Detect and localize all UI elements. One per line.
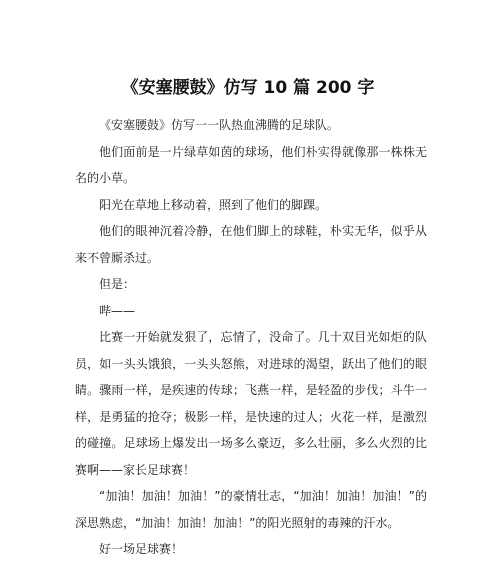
paragraph: “加油！加油！加油！”的豪情壮志，“加油！加油！加油！”的深思熟虑，“加油！加油！加油！”的阳光照射的毒辣的汗水。 <box>75 489 427 530</box>
paragraph: 阳光在草地上移动着，照到了他们的脚踝。 <box>99 197 328 212</box>
document-title: 《安塞腰鼓》仿写 10 篇 200 字 <box>121 78 375 98</box>
paragraph: 哔—— <box>99 303 136 318</box>
paragraph: 比赛一开始就发狠了，忘情了，没命了。几十双目光如炬的队员，如一头头饿狼，一头头怒熊，对进球的渴望，跃出了他们的眼睛。骤雨一样，是疾速的传球；飞燕一样，是轻盈的步伐；斗牛一样，是勇猛的抢夺；极影一样，是快速的过人；火花一样，是激烈的碰撞。足球场上爆发出一场多么豪迈，多么壮丽，多么火烈的比赛啊——家长足球赛！ <box>75 330 427 477</box>
document-body <box>75 112 427 561</box>
paragraph: 他们的眼神沉着冷静，在他们脚上的球鞋，朴实无华，似乎从来不曾厮杀过。 <box>75 224 427 265</box>
paragraph: 《安塞腰鼓》仿写一一队热血沸腾的足球队。 <box>99 118 340 132</box>
paragraph: 他们面前是一片绿草如茵的球场，他们朴实得就像那一株株无名的小草。 <box>75 144 427 185</box>
paragraph: 好一场足球赛！ <box>99 542 184 556</box>
paragraph: 但是： <box>99 277 136 291</box>
